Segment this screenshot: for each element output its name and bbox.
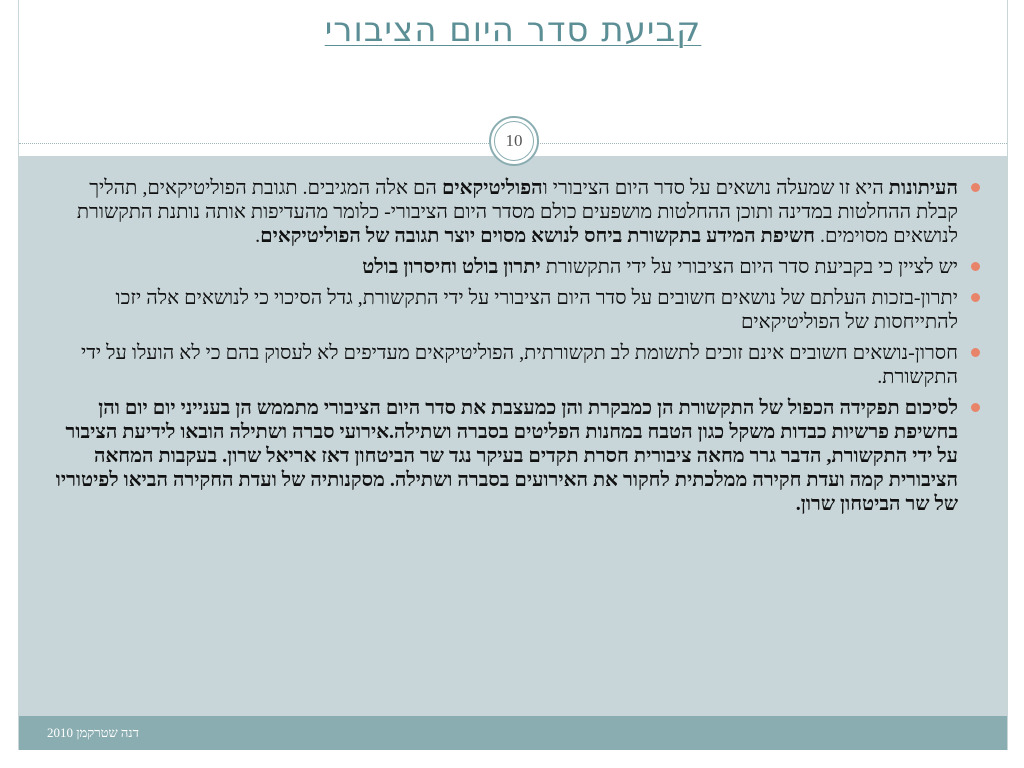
bullet-item xyxy=(50,341,980,389)
bullet-text: יתרון-בזכות העלתם של נושאים חשובים על סדר היום הציבורי על ידי התקשורת, גדל הסיכוי כי לנושאים אלה יזכו להתייחסות של הפוליטיקאים xyxy=(115,287,958,333)
bullet-dot-icon xyxy=(971,293,980,302)
page-number: 10 xyxy=(494,121,534,161)
bullet-dot-icon xyxy=(971,403,980,412)
footer-bar xyxy=(19,716,1007,750)
bullet-text: הפוליטיקאים xyxy=(441,177,543,199)
bullet-text: חשיפת המידע בתקשורת ביחס לנושא מסוים יוצר תגובה של הפוליטיקאים xyxy=(260,225,815,247)
bullet-item xyxy=(50,396,980,516)
bullet-dot-icon xyxy=(971,348,980,357)
footer-text: דנה שטרקמן 2010 xyxy=(47,725,139,740)
bullet-dot-icon xyxy=(971,183,980,192)
bullet-text: יש לציין כי בקביעת סדר היום הציבורי על ידי התקשורת xyxy=(540,256,958,278)
slide-title: קביעת סדר היום הציבורי xyxy=(324,10,702,50)
bullet-text: הם אלה המגיבים. תגובת הפוליטיקאים, תהליך קבלת ההחלטות במדינה ותוכן ההחלטות מושפעים כולם מסדר היום הציבורי- כלומר מהעדיפות אותה נותנת התקשורת לנושאים מסוימים. xyxy=(76,177,958,247)
bullet-dot-icon xyxy=(971,262,980,271)
page-number-badge xyxy=(489,116,539,166)
bullet-text: יתרון בולט וחיסרון בולט xyxy=(362,256,541,278)
bullet-text: לסיכום תפקידה הכפול של התקשורת הן כמבקרת והן כמעצבת את סדר היום הציבורי מתממש הן בענייני יום יום והן בחשיפת פרשיות כבדות משקל כגון הטבח במחנות הפליטים בסברה ושתילה.אירועי סברה ושתילה הובאו לידיעת הציבור על ידי התקשורת, הדבר גרר מחאה ציבורית חסרת תקדים בעיקר נגד שר הביטחון דאז אריאל שרון. בעקבות המחאה הציבורית קמה ועדת חקירה ממלכתית לחקור את האירועים בסברה ושתילה. מסקנותיה של ועדת החקירה הביאו לפיטוריו של שר הביטחון שרון. xyxy=(55,397,958,515)
bullet-text: חסרון-נושאים חשובים אינם זוכים לתשומת לב תקשורתית, הפוליטיקאים מעדיפים לא לעסוק בהם כי לא הועלו על ידי התקשורת. xyxy=(81,342,958,388)
bullet-text: . xyxy=(255,225,261,247)
bullet-item xyxy=(50,255,980,279)
bullet-item xyxy=(50,176,980,248)
bullet-text: העיתונות xyxy=(888,177,958,199)
bullet-item xyxy=(50,286,980,334)
bullet-list xyxy=(50,176,980,523)
bullet-text: היא זו שמעלה נושאים על סדר היום הציבורי ו xyxy=(542,177,889,199)
